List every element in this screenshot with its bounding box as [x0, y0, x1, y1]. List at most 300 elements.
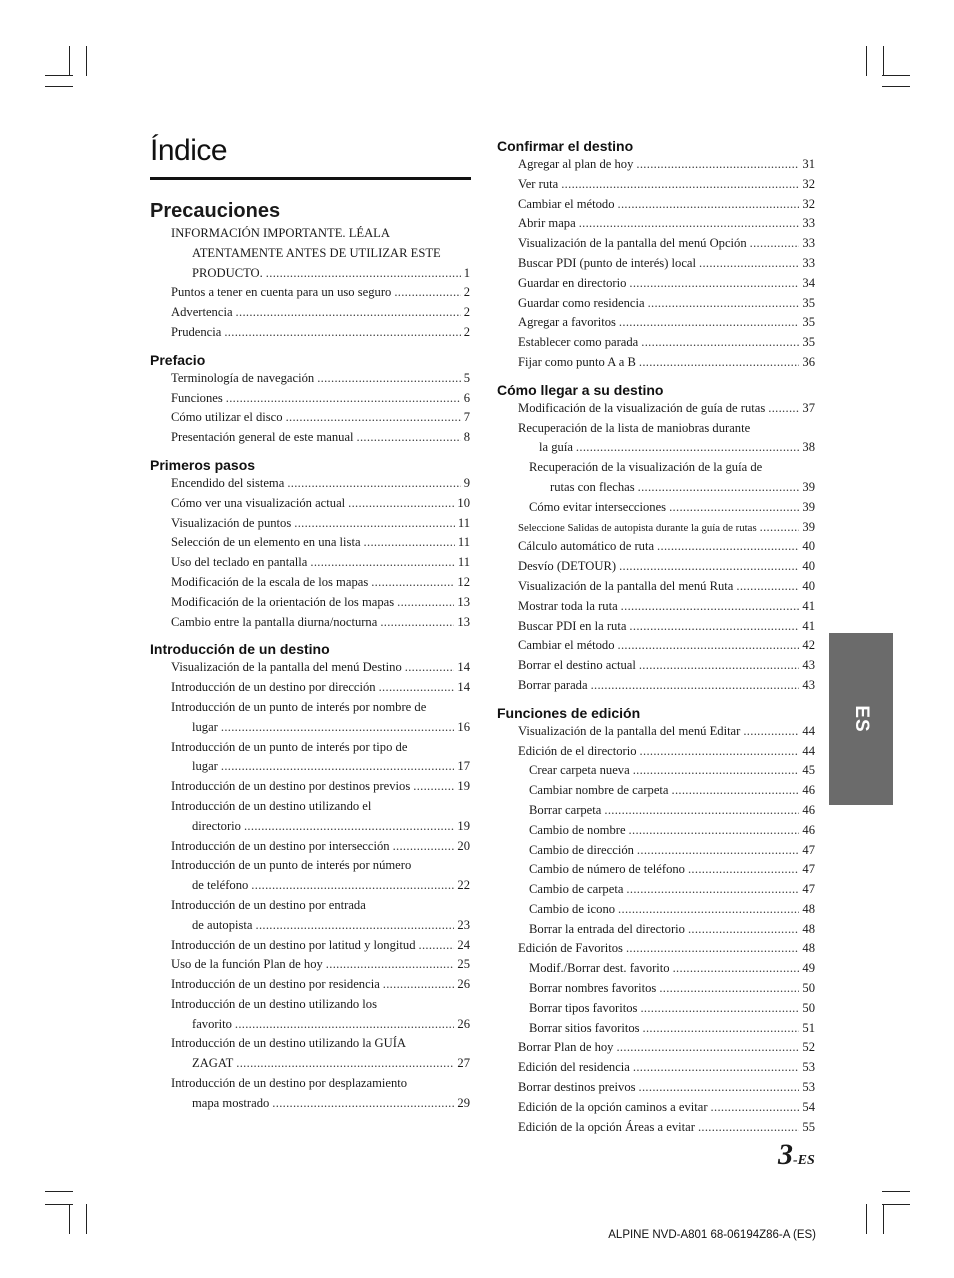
toc-entry-text: Edición de Favoritos: [518, 941, 623, 956]
dot-leader: [251, 876, 454, 896]
toc-page-number: 43: [802, 677, 815, 692]
toc-entry: [497, 801, 815, 821]
toc-entry-text: Introducción de un destino utilizando los: [171, 996, 378, 1011]
dot-leader: [743, 722, 799, 742]
crop-mark: [45, 1204, 73, 1205]
toc-entry-text: Modificación de la visualización de guía de rutas: [518, 400, 766, 415]
toc-entry-text: Cambiar el método: [518, 638, 615, 653]
toc-entry: [497, 1078, 815, 1098]
toc-page-number: 53: [802, 1060, 815, 1075]
toc-entry-text: lugar: [192, 719, 218, 734]
toc-entry-text: Borrar el destino actual: [518, 658, 636, 673]
toc-entry: [497, 333, 815, 353]
dot-leader: [639, 353, 800, 373]
dot-leader: [224, 323, 460, 343]
toc-entry: [150, 224, 470, 283]
dot-leader: [221, 718, 455, 738]
toc-page-number: 50: [802, 981, 815, 996]
dot-leader: [659, 979, 799, 999]
toc-entry-text: Introducción de un destino utilizando la GUÍA: [171, 1036, 407, 1051]
toc-page-number: 38: [802, 440, 815, 455]
toc-entry-text: Abrir mapa: [518, 216, 576, 231]
toc-entry: [497, 195, 815, 215]
toc-page-number: 17: [457, 759, 470, 774]
crop-mark: [866, 1204, 867, 1234]
toc-page-number: 48: [802, 901, 815, 916]
toc-entry-text: Modif./Borrar dest. favorito: [529, 961, 670, 976]
toc-entry-text: de teléfono: [192, 878, 249, 893]
crop-mark: [883, 1204, 884, 1234]
toc-entry: [497, 920, 815, 940]
toc-entry-text: Presentación general de este manual: [171, 430, 354, 445]
toc-entry-text: Agregar a favoritos: [518, 315, 616, 330]
toc-entry-text: Borrar sitios favoritos: [529, 1020, 640, 1035]
toc-page-number: 11: [457, 555, 470, 570]
dot-leader: [637, 841, 799, 861]
toc-entry-text: Recuperación de la lista de maniobras durante: [518, 420, 751, 435]
toc-entry: [497, 860, 815, 880]
dot-leader: [371, 573, 454, 593]
toc-entry-text: Mostrar toda la ruta: [518, 598, 618, 613]
toc-entry: [150, 573, 470, 593]
toc-entry-text: Introducción de un destino por residencia: [171, 977, 380, 992]
dot-leader: [294, 514, 455, 534]
toc-entry: [497, 900, 815, 920]
toc-page-number: 47: [802, 862, 815, 877]
dot-leader: [640, 742, 800, 762]
dot-leader: [618, 195, 800, 215]
toc-entry: [150, 593, 470, 613]
dot-leader: [310, 553, 454, 573]
toc-entry-text: ZAGAT: [192, 1056, 234, 1071]
toc-entry: [497, 313, 815, 333]
toc-entry: [150, 837, 470, 857]
toc-entry: [150, 283, 470, 303]
toc-entry-text: Cambio de nombre: [529, 822, 626, 837]
toc-entry: [150, 613, 470, 633]
toc-entry-text: Visualización de la pantalla del menú Ruta: [518, 578, 734, 593]
toc-page-number: 47: [802, 882, 815, 897]
dot-leader: [643, 1019, 800, 1039]
toc-page-number: 12: [457, 574, 470, 589]
dot-leader: [619, 557, 799, 577]
toc-entry-text: Introducción de un punto de interés por número: [171, 858, 412, 873]
toc-page-number: 7: [463, 410, 470, 425]
toc-entry-text: Introducción de un destino utilizando el: [171, 798, 372, 813]
toc-page-number: 24: [457, 937, 470, 952]
toc-entry-text: Guardar como residencia: [518, 295, 645, 310]
toc-entry: [497, 234, 815, 254]
toc-entry: [497, 175, 815, 195]
toc-entry-text: Encendido del sistema: [171, 475, 285, 490]
toc-page-number: 26: [457, 977, 470, 992]
toc-page-number: 46: [802, 783, 815, 798]
toc-entry: [497, 518, 815, 538]
crop-mark: [86, 1204, 87, 1234]
dot-leader: [286, 408, 461, 428]
toc-entry-text: Establecer como parada: [518, 335, 639, 350]
crop-mark: [882, 1191, 910, 1192]
toc-page-number: 19: [457, 779, 470, 794]
toc-entry: [497, 821, 815, 841]
toc-entry-text: lugar: [192, 759, 218, 774]
toc-entry: [497, 722, 815, 742]
toc-entry-text: Borrar la entrada del directorio: [529, 921, 685, 936]
toc-page-number: 54: [802, 1099, 815, 1114]
toc-entry: [497, 557, 815, 577]
toc-entry: [150, 303, 470, 323]
toc-entry-text: Uso del teclado en pantalla: [171, 555, 308, 570]
toc-page-number: 31: [802, 157, 815, 171]
toc-entry-text: Introducción de un punto de interés por nombre de: [171, 699, 427, 714]
toc-entry-text: Cambio de icono: [529, 901, 616, 916]
crop-mark: [883, 46, 884, 76]
toc-entry-text: Introducción de un destino por dirección: [171, 680, 376, 695]
toc-entry: [497, 274, 815, 294]
toc-entry-text: Agregar al plan de hoy: [518, 157, 634, 171]
toc-entry-text: Borrar destinos preivos: [518, 1080, 636, 1095]
crop-mark: [69, 46, 70, 76]
dot-leader: [641, 333, 799, 353]
toc-entry-text: Introducción de un destino por entrada: [171, 897, 366, 912]
toc-entry: [150, 995, 470, 1035]
toc-entry-text: Borrar parada: [518, 677, 588, 692]
toc-entry-text: Guardar en directorio: [518, 275, 627, 290]
toc-entry: [497, 498, 815, 518]
toc-entry-text: Edición de la opción Áreas a evitar: [518, 1119, 695, 1134]
dot-leader: [561, 175, 799, 195]
toc-page-number: 40: [802, 539, 815, 554]
dot-leader: [673, 959, 800, 979]
toc-entry-text: Introducción de un destino por destinos previos: [171, 779, 411, 794]
toc-page-number: 5: [463, 370, 470, 385]
toc-page-number: 40: [802, 578, 815, 593]
toc-page-number: 29: [457, 1095, 470, 1110]
toc-page-number: 45: [802, 763, 815, 778]
dot-leader: [619, 313, 799, 333]
dot-leader: [394, 283, 460, 303]
page-number-value: 3: [778, 1138, 793, 1171]
toc-page-number: 1: [463, 265, 470, 280]
toc-page-number: 8: [463, 430, 470, 445]
toc-entry: [497, 577, 815, 597]
dot-leader: [591, 676, 800, 696]
toc-page-number: 32: [802, 196, 815, 211]
toc-entry: [497, 1019, 815, 1039]
toc-entry-text: Seleccione Salidas de autopista durante la guía de rutas: [518, 521, 757, 534]
toc-entry: [497, 656, 815, 676]
toc-entry-text: Cambio de carpeta: [529, 882, 624, 897]
dot-leader: [640, 999, 799, 1019]
toc-entry-text: Cómo evitar intersecciones: [529, 499, 667, 514]
dot-leader: [383, 975, 455, 995]
toc-entry-text: Puntos a tener en cuenta para un uso seguro: [171, 285, 392, 300]
dot-leader: [629, 821, 800, 841]
toc-page-number: 35: [802, 315, 815, 330]
toc-page-number: 44: [802, 743, 815, 758]
toc-page-number: 44: [802, 723, 815, 738]
dot-leader: [639, 1078, 800, 1098]
toc-page-number: 14: [457, 680, 470, 695]
toc-entry: [150, 955, 470, 975]
crop-mark: [866, 46, 867, 76]
toc-page-number: 11: [457, 535, 470, 550]
section-heading-funciones-de-edicion: Funciones de edición: [497, 704, 641, 721]
page-title: Índice: [150, 134, 228, 167]
toc-entry-text: Visualización de la pantalla del menú Destino: [171, 660, 402, 675]
toc-entry: [150, 1034, 470, 1074]
toc-page-number: 19: [457, 818, 470, 833]
dot-leader: [672, 781, 800, 801]
toc-page-number: 40: [802, 559, 815, 574]
dot-leader: [633, 1058, 800, 1078]
toc-entry: [497, 537, 815, 557]
dot-leader: [688, 860, 799, 880]
dot-leader: [413, 777, 454, 797]
dot-leader: [768, 399, 799, 419]
toc-page-number: 39: [802, 519, 815, 534]
dot-leader: [579, 214, 800, 234]
dot-leader: [657, 537, 799, 557]
toc-entry-text: Visualización de la pantalla del menú Opción: [518, 236, 747, 251]
toc-page-number: 35: [802, 335, 815, 350]
toc-entry: [150, 856, 470, 896]
toc-entry: [150, 389, 470, 409]
toc-page-number: 52: [802, 1040, 815, 1055]
toc-entry: [150, 369, 470, 389]
toc-entry-text: Fijar como punto A a B: [518, 354, 636, 369]
toc-entry-text: Buscar PDI (punto de interés) local: [518, 255, 697, 270]
dot-leader: [236, 303, 461, 323]
toc-entry-text: Ver ruta: [518, 176, 559, 191]
toc-entry-text: Recuperación de la visualización de la guía de: [529, 460, 763, 475]
dot-leader: [236, 1054, 454, 1074]
toc-page-number: 25: [457, 957, 470, 972]
toc-page-number: 35: [802, 295, 815, 310]
page-number-suffix: -ES: [793, 1153, 815, 1168]
toc-entry: [150, 1074, 470, 1114]
crop-mark: [86, 46, 87, 76]
toc-page-number: 41: [802, 598, 815, 613]
toc-page-number: 33: [802, 216, 815, 231]
dot-leader: [348, 494, 454, 514]
toc-page-number: 13: [457, 614, 470, 629]
toc-entry: [150, 777, 470, 797]
dot-leader: [317, 369, 461, 389]
toc-left-column: [150, 198, 470, 1114]
toc-entry: [497, 959, 815, 979]
toc-page-number: 49: [802, 961, 815, 976]
dot-leader: [221, 757, 455, 777]
toc-entry: [497, 458, 815, 498]
toc-entry: [150, 678, 470, 698]
toc-page-number: 51: [802, 1020, 815, 1035]
dot-leader: [604, 801, 799, 821]
dot-leader: [736, 577, 799, 597]
dot-leader: [618, 636, 800, 656]
dot-leader: [699, 254, 799, 274]
toc-entry-text: Borrar tipos favoritos: [529, 1000, 638, 1015]
dot-leader: [326, 955, 455, 975]
toc-page-number: 41: [802, 618, 815, 633]
toc-entry-text: directorio: [192, 818, 241, 833]
toc-entry-text: Desvío (DETOUR): [518, 559, 617, 574]
dot-leader: [688, 920, 799, 940]
toc-entry-text: Crear carpeta nueva: [529, 763, 630, 778]
toc-page-number: 47: [802, 842, 815, 857]
toc-entry-text: ATENTAMENTE ANTES DE UTILIZAR ESTE: [192, 245, 441, 260]
section-heading-prefacio: Prefacio: [150, 351, 206, 368]
footer-model: ALPINE NVD-A801 68-06194Z86-A (ES): [608, 1229, 816, 1241]
page-number: [778, 1138, 815, 1172]
toc-entry: [497, 254, 815, 274]
crop-mark: [45, 86, 73, 87]
toc-entry-text: Cambio de número de teléfono: [529, 862, 685, 877]
toc-page-number: 11: [457, 515, 470, 530]
toc-entry-text: Cálculo automático de ruta: [518, 539, 655, 554]
dot-leader: [648, 294, 800, 314]
toc-page-number: 2: [463, 324, 470, 339]
toc-entry: [150, 474, 470, 494]
dot-leader: [629, 274, 799, 294]
dot-leader: [287, 474, 460, 494]
dot-leader: [636, 155, 799, 175]
toc-entry-text: Advertencia: [171, 305, 233, 320]
toc-entry: [497, 155, 815, 175]
dot-leader: [626, 939, 799, 959]
toc-entry-text: Funciones: [171, 390, 223, 405]
toc-entry-text: Introducción de un punto de interés por tipo de: [171, 739, 408, 754]
toc-page-number: 9: [463, 475, 470, 490]
toc-page-number: 48: [802, 921, 815, 936]
dot-leader: [711, 1098, 800, 1118]
toc-page-number: 6: [463, 390, 470, 405]
toc-entry: [150, 896, 470, 936]
dot-leader: [576, 438, 799, 458]
section-heading-primeros-pasos: Primeros pasos: [150, 456, 256, 473]
toc-entry-text: Cambio entre la pantalla diurna/nocturna: [171, 614, 378, 629]
toc-entry: [497, 979, 815, 999]
toc-entry: [150, 408, 470, 428]
toc-page-number: 20: [457, 838, 470, 853]
toc-entry: [497, 676, 815, 696]
toc-page-number: 2: [463, 285, 470, 300]
crop-mark: [882, 1204, 910, 1205]
toc-entry-text: Prudencia: [171, 324, 222, 339]
toc-entry-text: Cambiar el método: [518, 196, 615, 211]
toc-entry-text: Introducción de un destino por intersección: [171, 838, 390, 853]
toc-page-number: 50: [802, 1000, 815, 1015]
section-heading-como-llegar-a-su-destino: Cómo llegar a su destino: [497, 381, 664, 398]
toc-page-number: 46: [802, 802, 815, 817]
toc-entry: [497, 1118, 815, 1138]
toc-entry-text: Terminología de navegación: [171, 370, 315, 385]
toc-entry-text: INFORMACIÓN IMPORTANTE. LÉALA: [171, 226, 390, 240]
toc-entry: [150, 797, 470, 837]
crop-mark: [69, 1204, 70, 1234]
toc-entry: [497, 1058, 815, 1078]
toc-entry-text: Borrar carpeta: [529, 802, 602, 817]
toc-entry-text: PRODUCTO.: [192, 265, 263, 280]
dot-leader: [244, 817, 454, 837]
toc-entry: [150, 533, 470, 553]
toc-entry: [497, 597, 815, 617]
toc-entry-text: Edición de el directorio: [518, 743, 637, 758]
toc-entry-text: Introducción de un destino por desplazamiento: [171, 1076, 408, 1091]
toc-entry: [497, 880, 815, 900]
toc-entry: [497, 1038, 815, 1058]
toc-page-number: 53: [802, 1080, 815, 1095]
toc-page-number: 55: [802, 1119, 815, 1134]
crop-mark: [882, 75, 910, 76]
toc-entry: [497, 419, 815, 459]
dot-leader: [621, 597, 800, 617]
dot-leader: [629, 617, 799, 637]
dot-leader: [357, 428, 461, 448]
toc-page-number: 26: [457, 1016, 470, 1031]
crop-mark: [882, 86, 910, 87]
toc-entry: [497, 214, 815, 234]
toc-entry-text: Introducción de un destino por latitud y longitud: [171, 937, 416, 952]
toc-page-number: 43: [802, 658, 815, 673]
toc-entry: [150, 738, 470, 778]
dot-leader: [669, 498, 799, 518]
toc-page-number: 34: [802, 275, 815, 290]
toc-entry-text: Modificación de la orientación de los mapas: [171, 594, 395, 609]
toc-entry: [150, 975, 470, 995]
toc-entry: [150, 658, 470, 678]
toc-entry-text: Borrar nombres favoritos: [529, 981, 657, 996]
section-heading-precauciones: Precauciones: [150, 200, 281, 222]
dot-leader: [760, 518, 800, 538]
title-rule: [150, 177, 471, 180]
dot-leader: [698, 1118, 799, 1138]
toc-page-number: 32: [802, 176, 815, 191]
toc-page-number: 23: [457, 917, 470, 932]
toc-entry: [497, 617, 815, 637]
dot-leader: [638, 478, 800, 498]
toc-page-number: 2: [463, 305, 470, 320]
toc-entry: [497, 636, 815, 656]
dot-leader: [379, 678, 455, 698]
dot-leader: [618, 900, 799, 920]
toc-entry: [497, 294, 815, 314]
dot-leader: [393, 837, 455, 857]
toc-page-number: 33: [802, 236, 815, 251]
toc-entry-text: Borrar Plan de hoy: [518, 1040, 614, 1055]
toc-page-number: 33: [802, 255, 815, 270]
toc-entry-text: rutas con flechas: [550, 479, 635, 494]
toc-entry: [150, 494, 470, 514]
section-heading-introduccion-de-un-destino: Introducción de un destino: [150, 641, 330, 658]
dot-leader: [226, 389, 461, 409]
toc-entry: [497, 939, 815, 959]
dot-leader: [639, 656, 800, 676]
toc-entry-text: Uso de la función Plan de hoy: [171, 957, 323, 972]
toc-entry: [150, 323, 470, 343]
toc-entry-text: Cómo utilizar el disco: [171, 410, 283, 425]
crop-mark: [45, 75, 73, 76]
dot-leader: [266, 264, 461, 284]
dot-leader: [419, 936, 455, 956]
toc-page-number: 39: [802, 479, 815, 494]
dot-leader: [750, 234, 800, 254]
toc-page-number: 27: [457, 1056, 470, 1071]
toc-entry-text: mapa mostrado: [192, 1095, 270, 1110]
toc-page-number: 39: [802, 499, 815, 514]
toc-entry: [497, 761, 815, 781]
language-tab-label: ES: [851, 705, 872, 733]
